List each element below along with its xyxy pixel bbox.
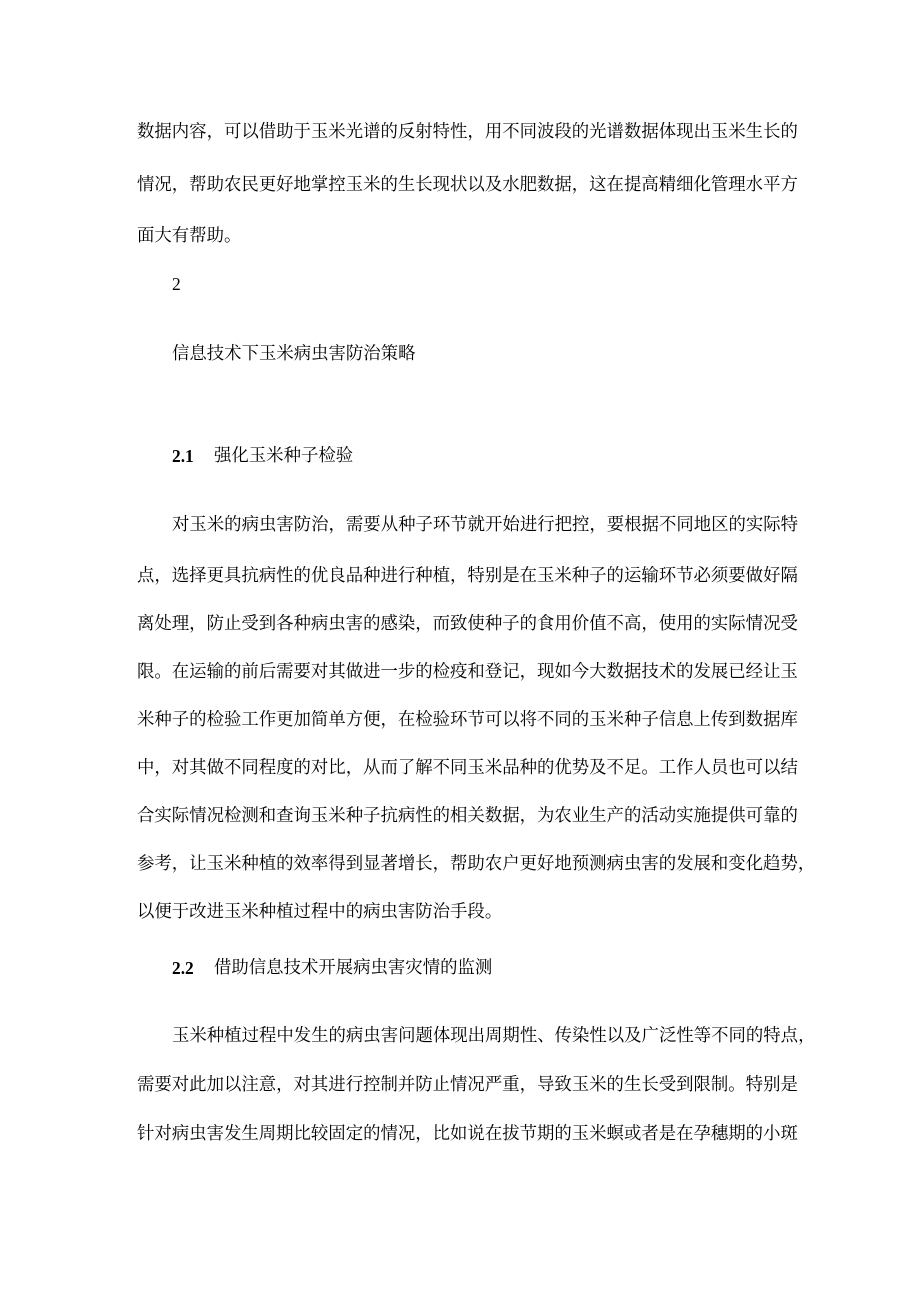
- chapter-number: 2: [172, 274, 181, 294]
- paragraph-line: 点，选择更具抗病性的优良品种进行种植，特别是在玉米种子的运输环节必须要做好隔: [137, 566, 798, 586]
- chapter-title: 信息技术下玉米病虫害防治策略: [172, 344, 416, 364]
- section-number: 2.2: [172, 958, 194, 978]
- paragraph-line: 需要对此加以注意，对其进行控制并防止情况严重，导致玉米的生长受到限制。特别是: [137, 1075, 798, 1095]
- paragraph-line: 米种子的检验工作更加简单方便，在检验环节可以将不同的玉米种子信息上传到数据库: [137, 710, 798, 730]
- section-number: 2.1: [172, 446, 194, 466]
- paragraph-line: 对玉米的病虫害防治，需要从种子环节就开始进行把控，要根据不同地区的实际特: [172, 515, 799, 535]
- paragraph-line: 数据内容，可以借助于玉米光谱的反射特性，用不同波段的光谱数据体现出玉米生长的: [137, 122, 798, 142]
- paragraph-line: 玉米种植过程中发生的病虫害问题体现出周期性、传染性以及广泛性等不同的特点，: [172, 1026, 816, 1046]
- paragraph-line: 限。在运输的前后需要对其做进一步的检疫和登记，现如今大数据技术的发展已经让玉: [137, 662, 798, 682]
- paragraph-line: 针对病虫害发生周期比较固定的情况，比如说在拔节期的玉米螟或者是在孕穗期的小斑: [137, 1124, 798, 1144]
- paragraph-line: 合实际情况检测和查询玉米种子抗病性的相关数据，为农业生产的活动实施提供可靠的: [137, 806, 798, 826]
- paragraph-line: 情况，帮助农民更好地掌控玉米的生长现状以及水肥数据，这在提高精细化管理水平方: [137, 175, 798, 195]
- paragraph-line: 中，对其做不同程度的对比，从而了解不同玉米品种的优势及不足。工作人员也可以结: [137, 758, 798, 778]
- section-title: 强化玉米种子检验: [214, 446, 354, 466]
- paragraph-line: 以便于改进玉米种植过程中的病虫害防治手段。: [137, 902, 503, 922]
- paragraph-line: 离处理，防止受到各种病虫害的感染，而致使种子的食用价值不高，使用的实际情况受: [137, 614, 798, 634]
- section-title: 借助信息技术开展病虫害灾情的监测: [214, 958, 493, 978]
- paragraph-line: 参考，让玉米种植的效率得到显著增长，帮助农户更好地预测病虫害的发展和变化趋势，: [137, 854, 816, 874]
- paragraph-line: 面大有帮助。: [137, 226, 242, 246]
